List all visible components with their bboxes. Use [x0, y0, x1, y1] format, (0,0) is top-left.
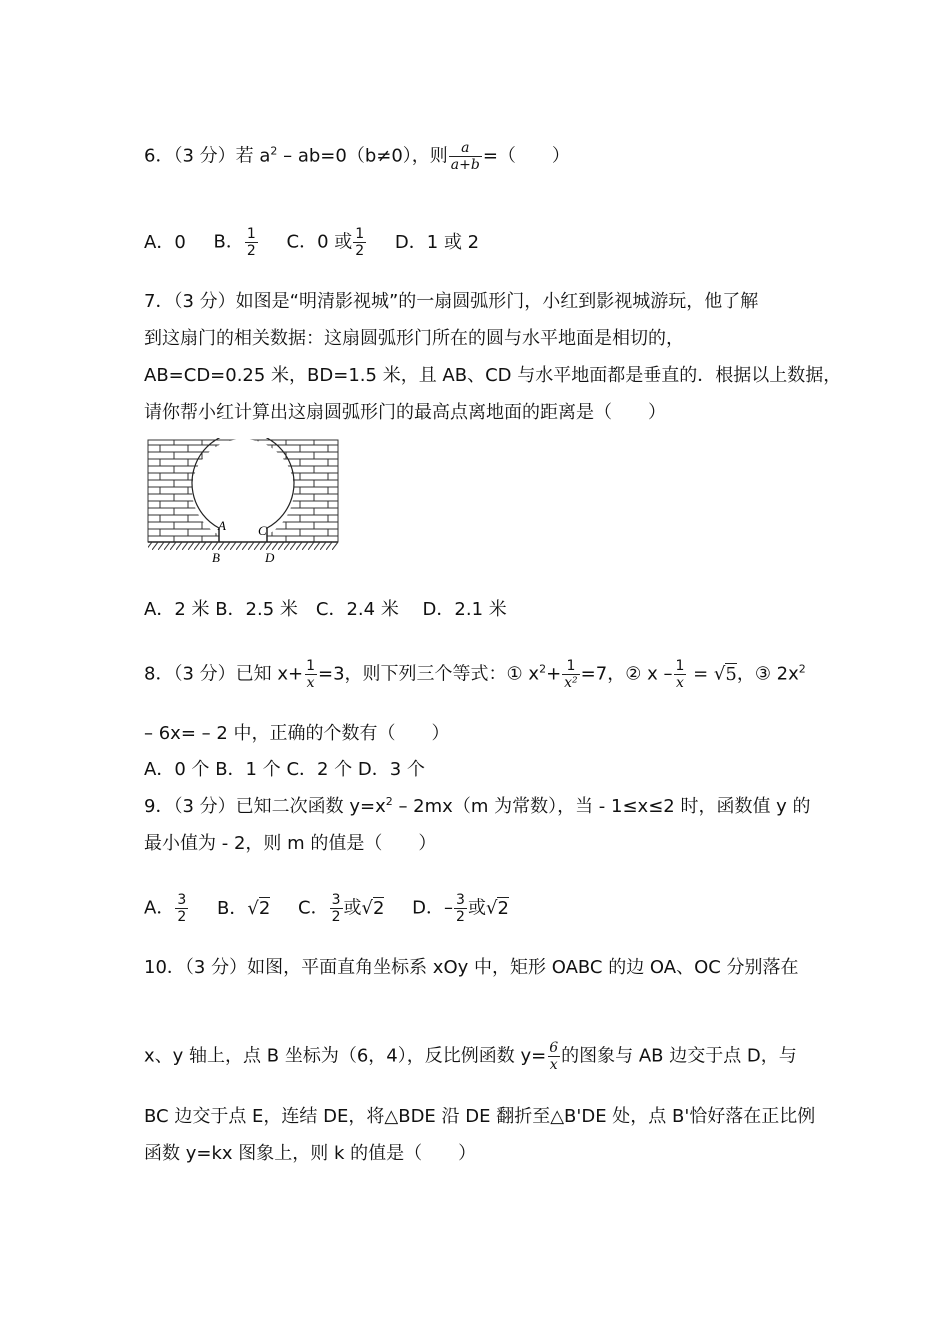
- q8-f2-den: x²: [564, 675, 578, 691]
- q8-part1: 8．（3 分）已知 x+: [144, 663, 304, 685]
- q6-option-d: D．1 或 2: [394, 231, 480, 253]
- q10-f-den: x: [549, 1057, 558, 1073]
- q8-options: A．0 个 B．1 个 C．2 个 D．3 个: [144, 759, 425, 780]
- label-b: B: [212, 550, 220, 565]
- q6-options: [144, 226, 501, 259]
- q9-option-a-label: A．: [144, 897, 175, 919]
- q8-fraction1: [304, 658, 317, 691]
- q8-exp2: 2: [798, 662, 806, 676]
- q6-stem: [144, 140, 570, 173]
- q8-line2: – 6x= – 2 中，正确的个数有（ ）: [144, 723, 450, 744]
- q6-stem-part2: – ab=0（b≠0），则: [277, 145, 448, 167]
- q9-option-d-label: D．–: [412, 897, 454, 919]
- q7-line3: AB=CD=0.25 米，BD=1.5 米，且 AB、CD 与水平地面都是垂直的．根据以上数据，: [144, 365, 842, 386]
- q9-option-a: [144, 892, 189, 925]
- q7-options: A．2 米 B．2.5 米 C．2.4 米 D．2.1 米: [144, 599, 507, 620]
- q9-d-den: 2: [456, 909, 465, 925]
- q6-fraction-num: a: [461, 140, 470, 156]
- q8-part4: =7，② x –: [580, 663, 673, 685]
- q8-part5: = √: [687, 663, 726, 685]
- q9-c-mid: 或√: [343, 897, 373, 919]
- q6-fraction: [449, 140, 482, 173]
- q9-option-d-fraction: [454, 892, 467, 925]
- label-c: C: [258, 523, 267, 538]
- q9-d-num: 3: [456, 892, 465, 908]
- q7-line1: 7．（3 分）如图是“明清影视城”的一扇圆弧形门，小红到影视城游玩，他了解: [144, 291, 759, 312]
- q9-a-den: 2: [177, 909, 187, 925]
- q10-line2: [144, 1040, 797, 1073]
- q8-fraction3: [673, 658, 686, 691]
- q8-f1-num: 1: [306, 658, 316, 674]
- q8-part2: =3，则下列三个等式：① x: [318, 663, 540, 685]
- label-a: A: [218, 518, 226, 533]
- q8-fraction2: [562, 658, 580, 691]
- q9-b-rad: 2: [258, 897, 271, 919]
- q9-part2: – 2mx（m 为常数），当 - 1≤x≤2 时，函数值 y 的: [392, 796, 811, 817]
- q6-stem-part1: 6．（3 分）若 a: [144, 145, 271, 167]
- q6-option-b-fraction: [245, 226, 258, 259]
- q6-option-c-num: 1: [355, 226, 365, 242]
- q10-line3: BC 边交于点 E，连结 DE，将△BDE 沿 DE 翻折至△B'DE 处，点 B'恰好落在正比例: [144, 1106, 816, 1127]
- q9-options: [144, 892, 531, 925]
- q9-c-rad: 2: [372, 897, 385, 919]
- q7-line2: 到这扇门的相关数据：这扇圆弧形门所在的圆与水平地面是相切的，: [144, 328, 684, 349]
- q6-option-c-fraction: [353, 226, 366, 259]
- q10-part2: 的图象与 AB 边交于点 D，与: [561, 1045, 797, 1067]
- q9-c-num: 3: [331, 892, 341, 908]
- q8-f1-den: x: [306, 675, 315, 691]
- q10-line4: 函数 y=kx 图象上，则 k 的值是（ ）: [144, 1143, 477, 1164]
- q6-option-c-den: 2: [355, 243, 365, 259]
- q10-f-num: 6: [549, 1040, 559, 1056]
- q9-part1: 9．（3 分）已知二次函数 y=x: [144, 796, 386, 817]
- q8-f3-num: 1: [675, 658, 685, 674]
- q9-c-den: 2: [331, 909, 341, 925]
- q6-option-c-label: C．0 或: [286, 231, 353, 253]
- q9-d-mid: 或√: [467, 897, 498, 919]
- q9-line1: [144, 794, 811, 820]
- q9-option-b: [217, 896, 270, 922]
- brick-wall: [148, 440, 338, 542]
- q7-line4: 请你帮小红计算出这扇圆弧形门的最高点离地面的距离是（ ）: [144, 402, 666, 423]
- q6-exponent: 2: [270, 144, 278, 158]
- q8-f2-num: 1: [566, 658, 576, 674]
- ground-hatch: [148, 542, 338, 550]
- q6-option-b-label: B．: [213, 231, 244, 253]
- q6-option-c: [287, 226, 368, 259]
- q9-option-c-fraction: [330, 892, 343, 925]
- q9-line2: 最小值为 - 2，则 m 的值是（ ）: [144, 833, 437, 854]
- q6-option-b-num: 1: [246, 226, 256, 242]
- q9-option-b-label: B．√: [216, 897, 259, 919]
- q8-part3: +: [546, 663, 562, 685]
- q9-option-c: [298, 892, 384, 925]
- q6-option-b: [214, 226, 259, 259]
- q9-exp: 2: [385, 795, 393, 808]
- arch-door-figure: [146, 438, 340, 568]
- q6-fraction-den: a+b: [450, 157, 480, 173]
- q8-stem: [144, 658, 806, 691]
- q9-d-rad: 2: [497, 897, 509, 919]
- q8-part6: ，③ 2x: [736, 663, 799, 685]
- q8-exp1: 2: [539, 662, 547, 676]
- q9-option-d: [412, 892, 509, 925]
- q6-option-a: A．0: [144, 231, 186, 253]
- q6-stem-part3: =（ ）: [482, 145, 570, 167]
- q10-line1: 10．（3 分）如图，平面直角坐标系 xOy 中，矩形 OABC 的边 OA、OC 分别落在: [144, 957, 799, 978]
- q10-part1: x、y 轴上，点 B 坐标为（6，4），反比例函数 y=: [144, 1045, 547, 1067]
- q9-option-a-fraction: [175, 892, 188, 925]
- q9-a-num: 3: [177, 892, 187, 908]
- q8-sqrt5: 5: [725, 663, 737, 685]
- q8-f3-den: x: [675, 675, 684, 691]
- q9-option-c-label: C．: [298, 897, 329, 919]
- q10-fraction: [547, 1040, 560, 1073]
- q6-option-b-den: 2: [246, 243, 256, 259]
- label-d: D: [265, 550, 275, 565]
